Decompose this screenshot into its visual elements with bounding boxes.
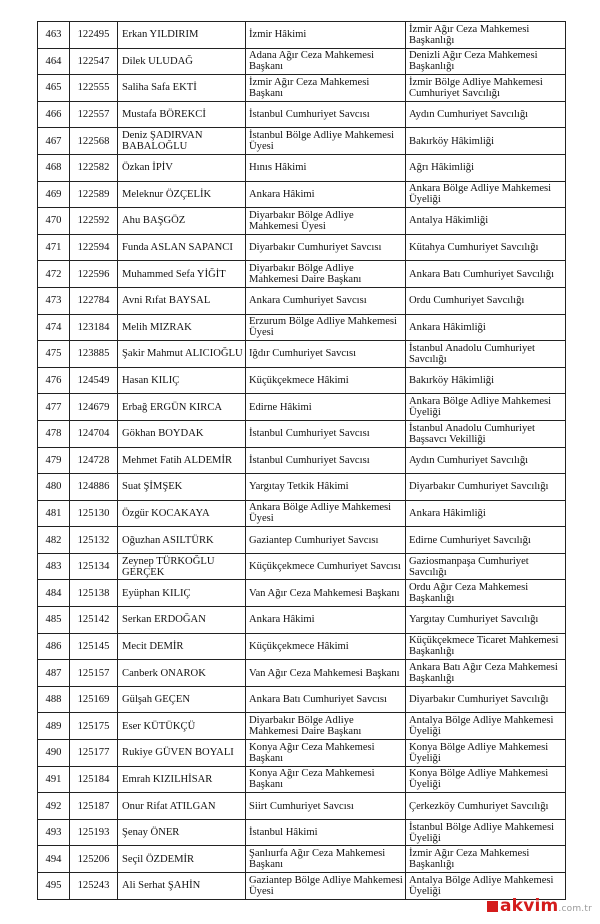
current-position-cell: Diyarbakır Bölge Adliye Mahkemesi Üyesi	[246, 208, 406, 235]
new-position-cell: Denizli Ağır Ceza Mahkemesi Başkanlığı	[406, 48, 566, 75]
table-row	[38, 48, 566, 75]
table-row	[38, 75, 566, 102]
current-position-cell: Diyarbakır Bölge Adliye Mahkemesi Daire Başkanı	[246, 261, 406, 288]
watermark-logo	[487, 896, 592, 916]
current-position-cell: Küçükçekmece Hâkimi	[246, 367, 406, 394]
logo-square-icon	[487, 901, 498, 912]
registry-number-cell: 125142	[70, 607, 118, 634]
watermark-tld: .com.tr	[558, 904, 592, 914]
current-position-cell: İstanbul Cumhuriyet Savcısı	[246, 101, 406, 128]
row-number-cell: 495	[38, 873, 70, 900]
registry-number-cell: 124886	[70, 474, 118, 501]
registry-number-cell: 123885	[70, 341, 118, 368]
current-position-cell: İstanbul Bölge Adliye Mahkemesi Üyesi	[246, 128, 406, 155]
table-row	[38, 128, 566, 155]
registry-number-cell: 122582	[70, 154, 118, 181]
name-cell: Dilek ULUDAĞ	[118, 48, 246, 75]
row-number-cell: 483	[38, 553, 70, 580]
current-position-cell: Ankara Bölge Adliye Mahkemesi Üyesi	[246, 500, 406, 527]
new-position-cell: Bakırköy Hâkimliği	[406, 367, 566, 394]
registry-number-cell: 122594	[70, 234, 118, 261]
row-number-cell: 489	[38, 713, 70, 740]
current-position-cell: Van Ağır Ceza Mahkemesi Başkanı	[246, 660, 406, 687]
current-position-cell: Ankara Hâkimi	[246, 607, 406, 634]
row-number-cell: 471	[38, 234, 70, 261]
current-position-cell: Van Ağır Ceza Mahkemesi Başkanı	[246, 580, 406, 607]
current-position-cell: Hınıs Hâkimi	[246, 154, 406, 181]
table-row	[38, 580, 566, 607]
row-number-cell: 464	[38, 48, 70, 75]
name-cell: Meleknur ÖZÇELİK	[118, 181, 246, 208]
registry-number-cell: 125243	[70, 873, 118, 900]
current-position-cell: İstanbul Cumhuriyet Savcısı	[246, 420, 406, 447]
new-position-cell: Ordu Cumhuriyet Savcılığı	[406, 287, 566, 314]
name-cell: Şakir Mahmut ALICIOĞLU	[118, 341, 246, 368]
row-number-cell: 488	[38, 686, 70, 713]
table-row	[38, 181, 566, 208]
table-row	[38, 154, 566, 181]
new-position-cell: Diyarbakır Cumhuriyet Savcılığı	[406, 474, 566, 501]
table-row	[38, 766, 566, 793]
table-row	[38, 474, 566, 501]
appointments-table	[37, 21, 566, 900]
new-position-cell: İstanbul Anadolu Cumhuriyet Başsavcı Vekilliği	[406, 420, 566, 447]
new-position-cell: Küçükçekmece Ticaret Mahkemesi Başkanlığı	[406, 633, 566, 660]
current-position-cell: İstanbul Cumhuriyet Savcısı	[246, 447, 406, 474]
new-position-cell: Konya Bölge Adliye Mahkemesi Üyeliği	[406, 766, 566, 793]
name-cell: Mehmet Fatih ALDEMİR	[118, 447, 246, 474]
name-cell: Mustafa BÖREKCİ	[118, 101, 246, 128]
row-number-cell: 475	[38, 341, 70, 368]
current-position-cell: Konya Ağır Ceza Mahkemesi Başkanı	[246, 740, 406, 767]
name-cell: Erbağ ERGÜN KIRCA	[118, 394, 246, 421]
row-number-cell: 474	[38, 314, 70, 341]
row-number-cell: 467	[38, 128, 70, 155]
table-row	[38, 607, 566, 634]
current-position-cell: Diyarbakır Cumhuriyet Savcısı	[246, 234, 406, 261]
table-row	[38, 553, 566, 580]
row-number-cell: 480	[38, 474, 70, 501]
row-number-cell: 492	[38, 793, 70, 820]
registry-number-cell: 122568	[70, 128, 118, 155]
table-row	[38, 740, 566, 767]
registry-number-cell: 125184	[70, 766, 118, 793]
registry-number-cell: 125130	[70, 500, 118, 527]
name-cell: Oğuzhan ASILTÜRK	[118, 527, 246, 554]
registry-number-cell: 122495	[70, 22, 118, 49]
current-position-cell: Iğdır Cumhuriyet Savcısı	[246, 341, 406, 368]
table-row	[38, 633, 566, 660]
registry-number-cell: 124728	[70, 447, 118, 474]
current-position-cell: Diyarbakır Bölge Adliye Mahkemesi Daire Başkanı	[246, 713, 406, 740]
current-position-cell: Konya Ağır Ceza Mahkemesi Başkanı	[246, 766, 406, 793]
name-cell: Avni Rıfat BAYSAL	[118, 287, 246, 314]
current-position-cell: Ankara Hâkimi	[246, 181, 406, 208]
table-row	[38, 420, 566, 447]
new-position-cell: Ankara Batı Cumhuriyet Savcılığı	[406, 261, 566, 288]
table-row	[38, 819, 566, 846]
registry-number-cell: 122589	[70, 181, 118, 208]
registry-number-cell: 125132	[70, 527, 118, 554]
name-cell: Funda ASLAN SAPANCI	[118, 234, 246, 261]
row-number-cell: 485	[38, 607, 70, 634]
row-number-cell: 484	[38, 580, 70, 607]
new-position-cell: Kütahya Cumhuriyet Savcılığı	[406, 234, 566, 261]
table-row	[38, 367, 566, 394]
row-number-cell: 465	[38, 75, 70, 102]
name-cell: Melih MIZRAK	[118, 314, 246, 341]
new-position-cell: Aydın Cumhuriyet Savcılığı	[406, 447, 566, 474]
row-number-cell: 473	[38, 287, 70, 314]
new-position-cell: Antalya Hâkimliği	[406, 208, 566, 235]
table-row	[38, 713, 566, 740]
row-number-cell: 477	[38, 394, 70, 421]
current-position-cell: Adana Ağır Ceza Mahkemesi Başkanı	[246, 48, 406, 75]
name-cell: Ali Serhat ŞAHİN	[118, 873, 246, 900]
current-position-cell: İzmir Hâkimi	[246, 22, 406, 49]
current-position-cell: Ankara Batı Cumhuriyet Savcısı	[246, 686, 406, 713]
registry-number-cell: 124549	[70, 367, 118, 394]
table-row	[38, 208, 566, 235]
registry-number-cell: 122557	[70, 101, 118, 128]
new-position-cell: Antalya Bölge Adliye Mahkemesi Üyeliği	[406, 713, 566, 740]
new-position-cell: Gaziosmanpaşa Cumhuriyet Savcılığı	[406, 553, 566, 580]
table-row	[38, 261, 566, 288]
current-position-cell: Küçükçekmece Hâkimi	[246, 633, 406, 660]
table-row	[38, 527, 566, 554]
row-number-cell: 478	[38, 420, 70, 447]
new-position-cell: Konya Bölge Adliye Mahkemesi Üyeliği	[406, 740, 566, 767]
current-position-cell: İzmir Ağır Ceza Mahkemesi Başkanı	[246, 75, 406, 102]
row-number-cell: 482	[38, 527, 70, 554]
row-number-cell: 463	[38, 22, 70, 49]
row-number-cell: 487	[38, 660, 70, 687]
table-row	[38, 287, 566, 314]
new-position-cell: Ağrı Hâkimliği	[406, 154, 566, 181]
row-number-cell: 481	[38, 500, 70, 527]
new-position-cell: Bakırköy Hâkimliği	[406, 128, 566, 155]
row-number-cell: 472	[38, 261, 70, 288]
new-position-cell: Antalya Bölge Adliye Mahkemesi Üyeliği	[406, 873, 566, 900]
row-number-cell: 476	[38, 367, 70, 394]
new-position-cell: İstanbul Anadolu Cumhuriyet Savcılığı	[406, 341, 566, 368]
registry-number-cell: 122784	[70, 287, 118, 314]
new-position-cell: Çerkezköy Cumhuriyet Savcılığı	[406, 793, 566, 820]
table-row	[38, 341, 566, 368]
name-cell: Gülşah GEÇEN	[118, 686, 246, 713]
name-cell: Emrah KIZILHİSAR	[118, 766, 246, 793]
table-row	[38, 394, 566, 421]
registry-number-cell: 125187	[70, 793, 118, 820]
name-cell: Seçil ÖZDEMİR	[118, 846, 246, 873]
table-row	[38, 793, 566, 820]
name-cell: Hasan KILIÇ	[118, 367, 246, 394]
registry-number-cell: 125157	[70, 660, 118, 687]
current-position-cell: Şanlıurfa Ağır Ceza Mahkemesi Başkanı	[246, 846, 406, 873]
name-cell: Zeynep TÜRKOĞLU GERÇEK	[118, 553, 246, 580]
row-number-cell: 486	[38, 633, 70, 660]
registry-number-cell: 125145	[70, 633, 118, 660]
name-cell: Özgür KOCAKAYA	[118, 500, 246, 527]
name-cell: Mecit DEMİR	[118, 633, 246, 660]
registry-number-cell: 124704	[70, 420, 118, 447]
current-position-cell: Siirt Cumhuriyet Savcısı	[246, 793, 406, 820]
new-position-cell: Ankara Bölge Adliye Mahkemesi Üyeliği	[406, 181, 566, 208]
row-number-cell: 479	[38, 447, 70, 474]
name-cell: Serkan ERDOĞAN	[118, 607, 246, 634]
registry-number-cell: 123184	[70, 314, 118, 341]
row-number-cell: 494	[38, 846, 70, 873]
current-position-cell: Yargıtay Tetkik Hâkimi	[246, 474, 406, 501]
name-cell: Onur Rifat ATILGAN	[118, 793, 246, 820]
row-number-cell: 469	[38, 181, 70, 208]
name-cell: Saliha Safa EKTİ	[118, 75, 246, 102]
name-cell: Deniz ŞADIRVAN BABALOĞLU	[118, 128, 246, 155]
registry-number-cell: 122596	[70, 261, 118, 288]
table-row	[38, 846, 566, 873]
name-cell: Canberk ONAROK	[118, 660, 246, 687]
row-number-cell: 491	[38, 766, 70, 793]
current-position-cell: İstanbul Hâkimi	[246, 819, 406, 846]
new-position-cell: Ankara Hâkimliği	[406, 314, 566, 341]
name-cell: Ahu BAŞGÖZ	[118, 208, 246, 235]
table-row	[38, 234, 566, 261]
row-number-cell: 490	[38, 740, 70, 767]
current-position-cell: Erzurum Bölge Adliye Mahkemesi Üyesi	[246, 314, 406, 341]
row-number-cell: 468	[38, 154, 70, 181]
registry-number-cell: 125175	[70, 713, 118, 740]
current-position-cell: Gaziantep Cumhuriyet Savcısı	[246, 527, 406, 554]
new-position-cell: İstanbul Bölge Adliye Mahkemesi Üyeliği	[406, 819, 566, 846]
table-row	[38, 314, 566, 341]
name-cell: Şenay ÖNER	[118, 819, 246, 846]
new-position-cell: Aydın Cumhuriyet Savcılığı	[406, 101, 566, 128]
new-position-cell: Ordu Ağır Ceza Mahkemesi Başkanlığı	[406, 580, 566, 607]
name-cell: Erkan YILDIRIM	[118, 22, 246, 49]
name-cell: Muhammed Sefa YİĞİT	[118, 261, 246, 288]
current-position-cell: Ankara Cumhuriyet Savcısı	[246, 287, 406, 314]
new-position-cell: Edirne Cumhuriyet Savcılığı	[406, 527, 566, 554]
table-row	[38, 447, 566, 474]
name-cell: Eyüphan KILIÇ	[118, 580, 246, 607]
name-cell: Suat ŞİMŞEK	[118, 474, 246, 501]
registry-number-cell: 125169	[70, 686, 118, 713]
registry-number-cell: 122555	[70, 75, 118, 102]
new-position-cell: Diyarbakır Cumhuriyet Savcılığı	[406, 686, 566, 713]
current-position-cell: Gaziantep Bölge Adliye Mahkemesi Üyesi	[246, 873, 406, 900]
new-position-cell: Ankara Hâkimliği	[406, 500, 566, 527]
new-position-cell: İzmir Bölge Adliye Mahkemesi Cumhuriyet Savcılığı	[406, 75, 566, 102]
registry-number-cell: 125138	[70, 580, 118, 607]
registry-number-cell: 125134	[70, 553, 118, 580]
watermark-brand: akvim	[500, 896, 559, 916]
table-row	[38, 500, 566, 527]
name-cell: Eser KÜTÜKÇÜ	[118, 713, 246, 740]
row-number-cell: 466	[38, 101, 70, 128]
registry-number-cell: 122547	[70, 48, 118, 75]
new-position-cell: İzmir Ağır Ceza Mahkemesi Başkanlığı	[406, 22, 566, 49]
table-row	[38, 101, 566, 128]
registry-number-cell: 122592	[70, 208, 118, 235]
current-position-cell: Küçükçekmece Cumhuriyet Savcısı	[246, 553, 406, 580]
current-position-cell: Edirne Hâkimi	[246, 394, 406, 421]
new-position-cell: Ankara Bölge Adliye Mahkemesi Üyeliği	[406, 394, 566, 421]
row-number-cell: 470	[38, 208, 70, 235]
registry-number-cell: 124679	[70, 394, 118, 421]
new-position-cell: Ankara Batı Ağır Ceza Mahkemesi Başkanlığı	[406, 660, 566, 687]
table-row	[38, 660, 566, 687]
table-row	[38, 686, 566, 713]
registry-number-cell: 125206	[70, 846, 118, 873]
registry-number-cell: 125177	[70, 740, 118, 767]
new-position-cell: İzmir Ağır Ceza Mahkemesi Başkanlığı	[406, 846, 566, 873]
table-row	[38, 22, 566, 49]
row-number-cell: 493	[38, 819, 70, 846]
name-cell: Gökhan BOYDAK	[118, 420, 246, 447]
new-position-cell: Yargıtay Cumhuriyet Savcılığı	[406, 607, 566, 634]
appointments-table-body	[38, 22, 566, 900]
registry-number-cell: 125193	[70, 819, 118, 846]
name-cell: Özkan İPİV	[118, 154, 246, 181]
name-cell: Rukiye GÜVEN BOYALI	[118, 740, 246, 767]
